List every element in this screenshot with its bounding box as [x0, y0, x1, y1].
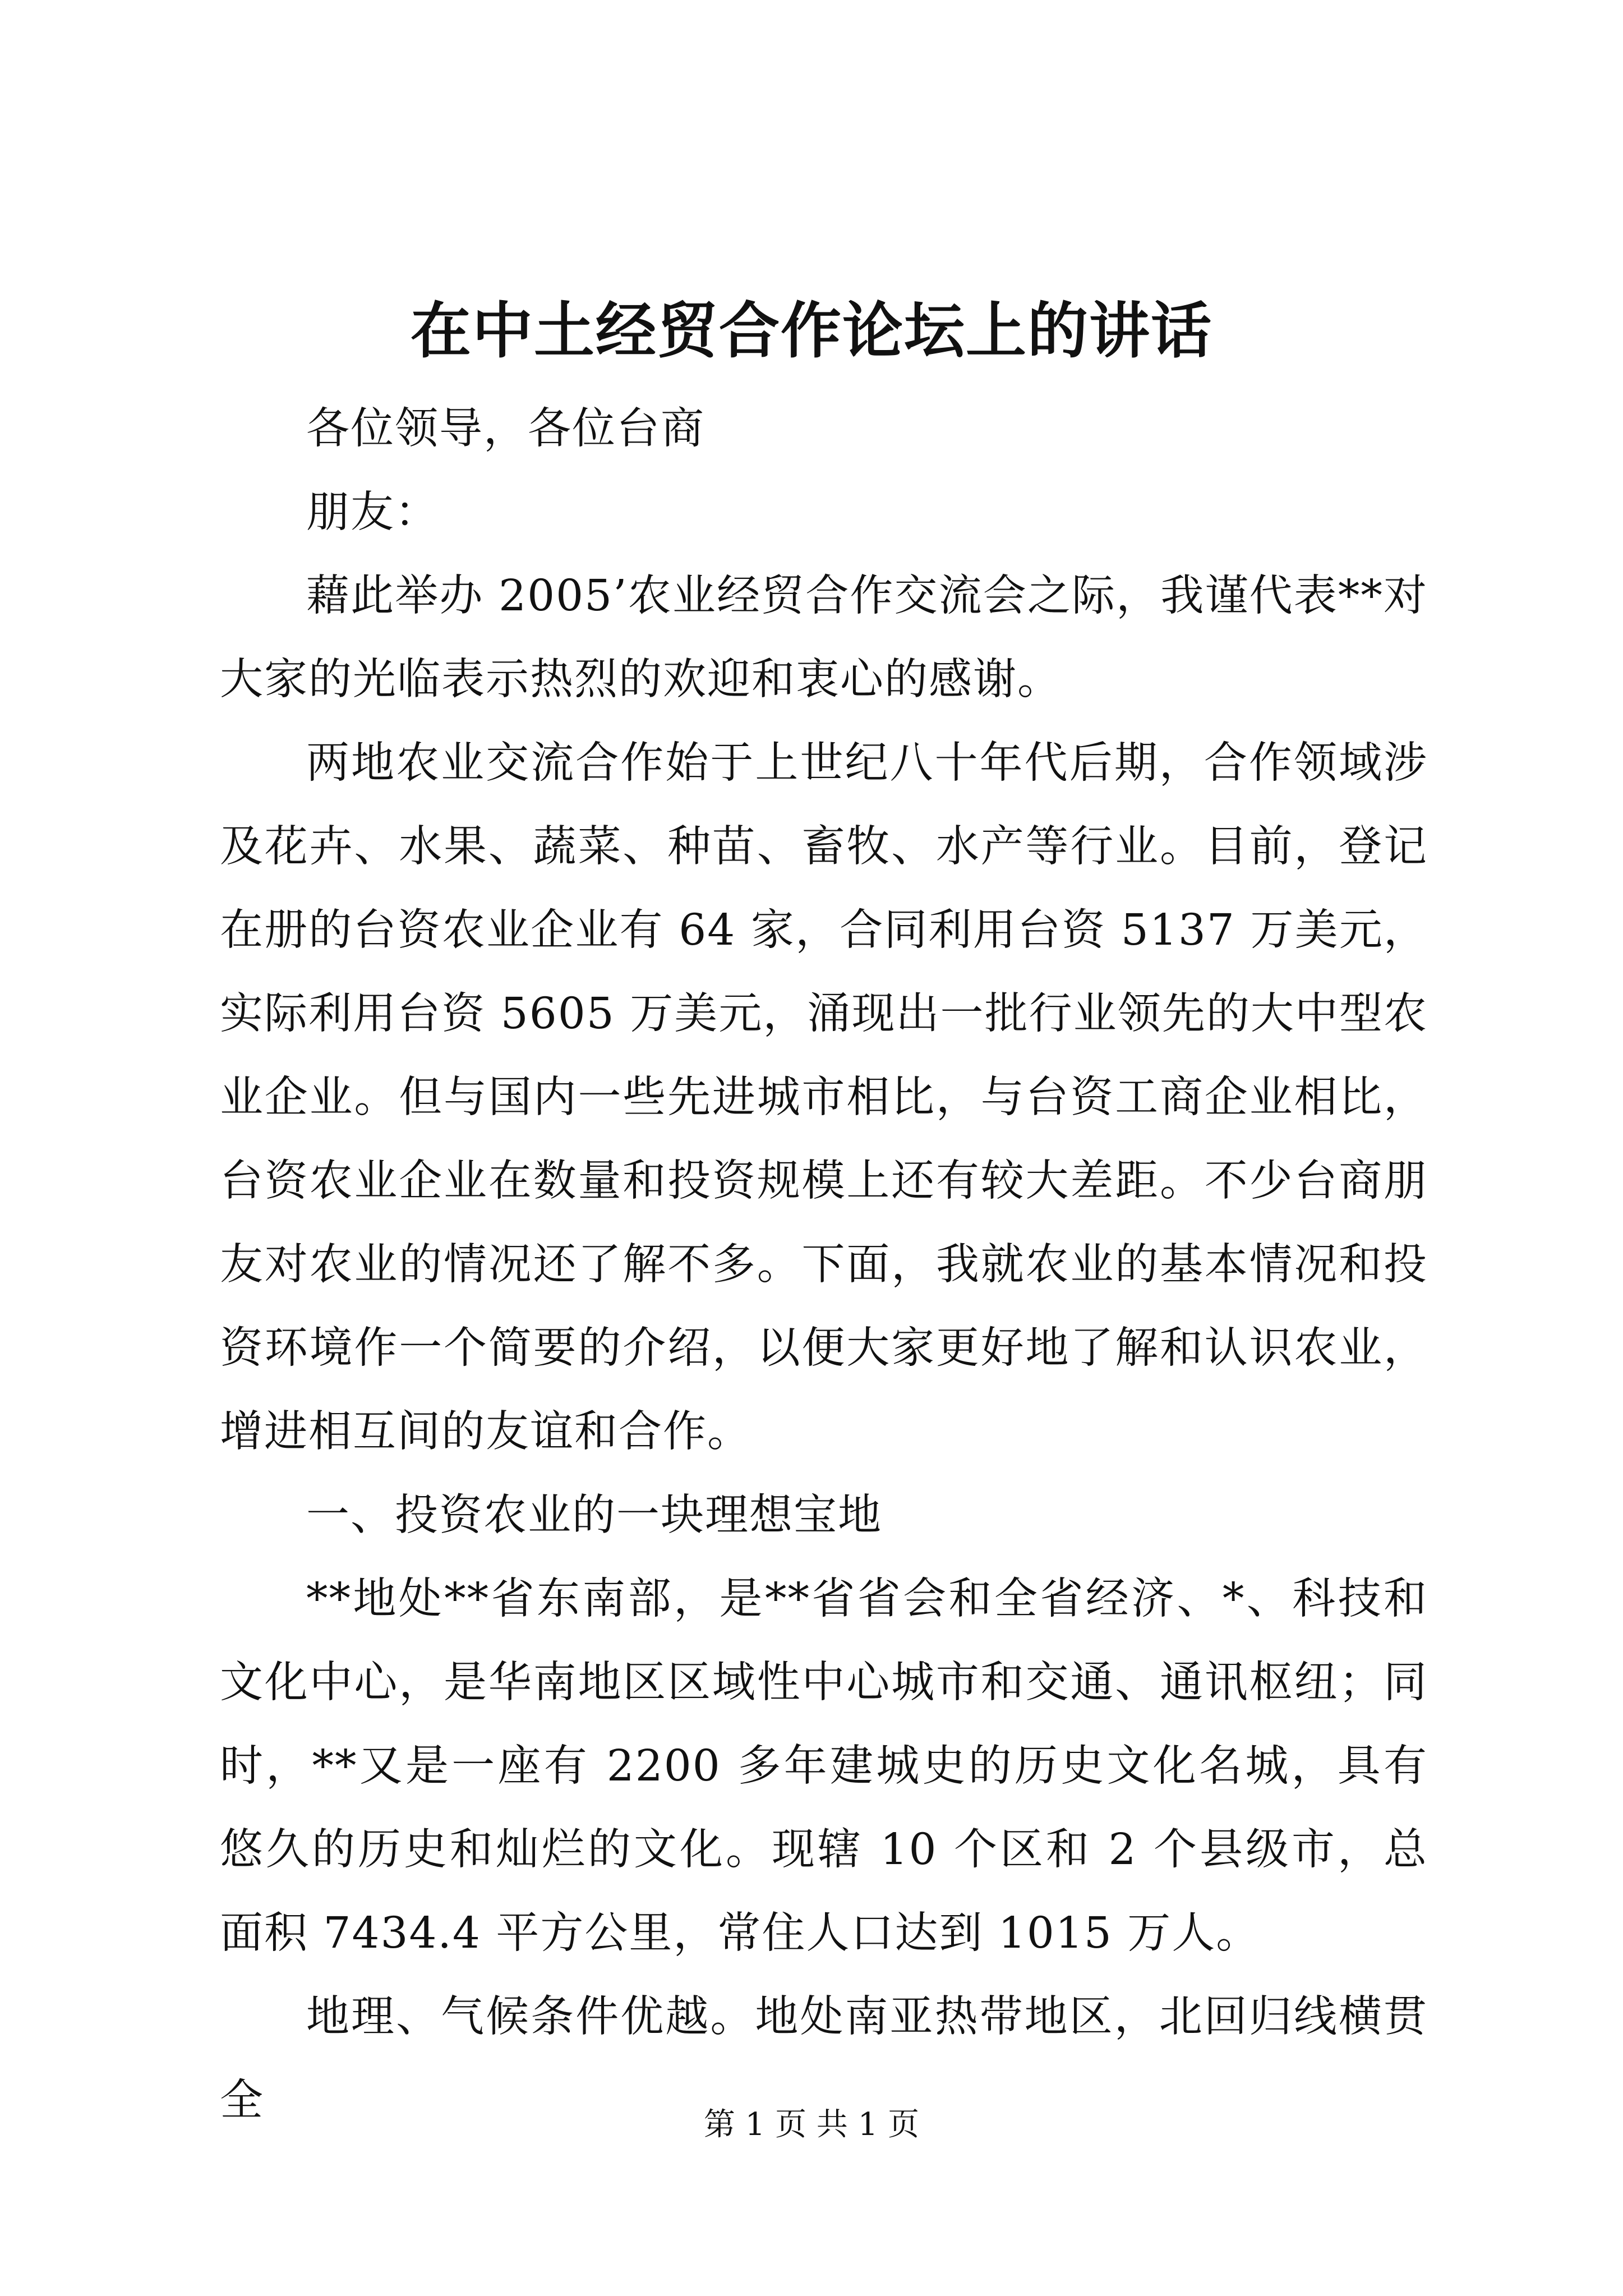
salutation-line-2: 朋友：	[306, 487, 439, 537]
paragraph-welcome: 藉此举办 2005’农业经贸合作交流会之际，我谨代表**对大家的光临表示热烈的欢迎和衷心的感谢。	[220, 571, 1428, 705]
document-body	[220, 387, 1428, 2142]
section-heading-1: 一、投资农业的一块理想宝地	[306, 1490, 882, 1540]
page-footer: 第 1 页 共 1 页	[703, 2106, 920, 2143]
salutation-line-1: 各位领导，各位台商	[306, 404, 705, 454]
paragraph-cooperation: 两地农业交流合作始于上世纪八十年代后期，合作领域涉及花卉、水果、蔬菜、种苗、畜牧、水产等行业。目前，登记在册的台资农业企业有 64 家，合同利用台资 5137 万美元，实际利用台资 5605 万美元，涌现出一批行业领先的大中型农业企业。但与国内一些先进城市相比，与台资工商企业相比，台资农业企业在数量和投资规模上还有较大差距。不少台商朋友对农业的情况还了解不多。下面，我就农业的基本情况和投资环境作一个简要的介绍，以便大家更好地了解和认识农业，增进相互间的友谊和合作。	[220, 738, 1428, 1457]
paragraph-climate: 地理、气候条件优越。地处南亚热带地区，北回归线横贯全	[220, 1992, 1428, 2125]
paragraph-location: **地处**省东南部，是**省省会和全省经济、*、科技和文化中心，是华南地区区域性中心城市和交通、通讯枢纽；同时，**又是一座有 2200 多年建城史的历史文化名城，具有悠久的历史和灿烂的文化。现辖 10 个区和 2 个县级市，总面积 7434.4 平方公里，常住人口达到 1015 万人。	[220, 1574, 1428, 1958]
document-title: 在中土经贸合作论坛上的讲话	[410, 296, 1212, 366]
